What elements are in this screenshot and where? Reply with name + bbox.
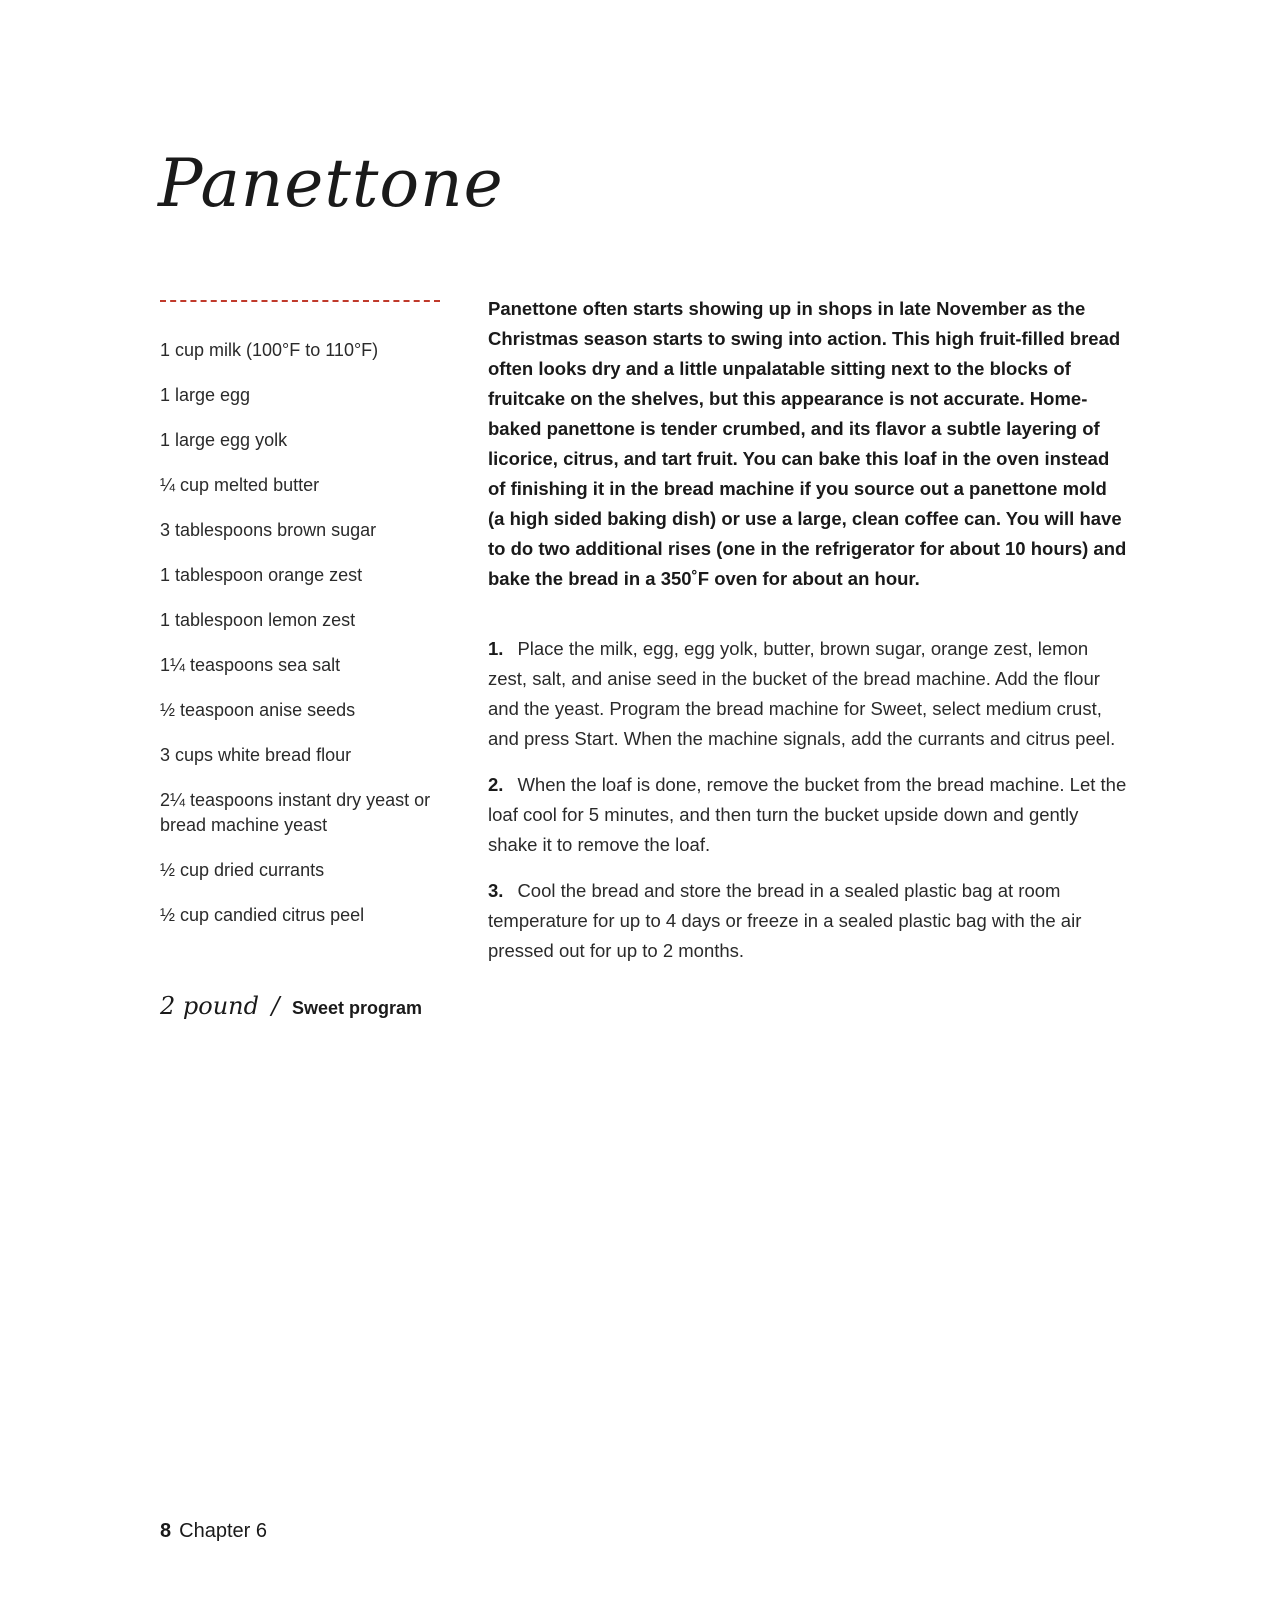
step-text: Cool the bread and store the bread in a sealed plastic bag at room temperature for up to 4 days or freeze in a sealed plastic bag with the air pressed out for up to 2 months. [488, 880, 1082, 961]
page-title: Panettone [158, 145, 504, 222]
ingredient-item: 1 large egg yolk [160, 430, 288, 450]
step-text: When the loaf is done, remove the bucket from the bread machine. Let the loaf cool for 5 minutes, and then turn the bucket upside down and gently shake it to remove the loaf. [488, 774, 1127, 855]
step-text: Place the milk, egg, egg yolk, butter, brown sugar, orange zest, lemon zest, salt, and anise seed in the bucket of the bread machine. Add the flour and the yeast. Program the bread machine for Sweet, select medium crust, and press Start. When the machine signals, add the currants and citrus peel. [488, 638, 1116, 749]
recipe-intro: Panettone often starts showing up in shops in late November as the Christmas season starts to swing into action. This high fruit-filled bread often looks dry and a little unpalatable sitting next to the blocks of fruitcake on the shelves, but this appearance is not accurate. Home-baked panettone is tender crumbed, and its flavor a subtle layering of licorice, citrus, and tart fruit. You can bake this loaf in the oven instead of finishing it in the bread machine if you source out a panettone mold (a high sided baking dish) or use a large, clean coffee can. You will have to do two additional rises (one in the refrigerator for about 10 hours) and bake the bread in a 350˚F oven for about an hour. [488, 298, 1127, 589]
ingredient-item: 1 large egg [160, 385, 251, 405]
ingredient-item: ½ cup candied citrus peel [160, 905, 365, 925]
yield-separator: / [271, 992, 280, 1020]
chapter-label: Chapter 6 [179, 1520, 267, 1542]
page-footer [160, 1520, 267, 1543]
yield-info [160, 992, 422, 1020]
ingredient-item: 2¼ teaspoons instant dry yeast or bread machine yeast [160, 790, 431, 835]
yield-program: Sweet program [292, 998, 423, 1018]
step-number: 3. [488, 880, 504, 901]
step-number: 1. [488, 638, 504, 659]
step-item [488, 634, 1128, 754]
ingredients-list [160, 338, 450, 948]
ingredient-item: 1¼ teaspoons sea salt [160, 655, 341, 675]
step-item [488, 770, 1128, 860]
ingredient-item: 1 tablespoon orange zest [160, 565, 363, 585]
ingredient-item: ½ cup dried currants [160, 860, 325, 880]
steps-list [488, 634, 1128, 982]
ingredient-item: ½ teaspoon anise seeds [160, 700, 356, 720]
divider [160, 300, 440, 302]
ingredient-item: 3 tablespoons brown sugar [160, 520, 377, 540]
ingredient-item: 3 cups white bread flour [160, 745, 352, 765]
ingredient-item: 1 cup milk (100°F to 110°F) [160, 340, 379, 360]
ingredient-item: ¼ cup melted butter [160, 475, 320, 495]
page-number: 8 [160, 1520, 172, 1542]
step-number: 2. [488, 774, 504, 795]
step-item [488, 876, 1128, 966]
ingredient-item: 1 tablespoon lemon zest [160, 610, 356, 630]
yield-amount: 2 pound [160, 992, 259, 1020]
